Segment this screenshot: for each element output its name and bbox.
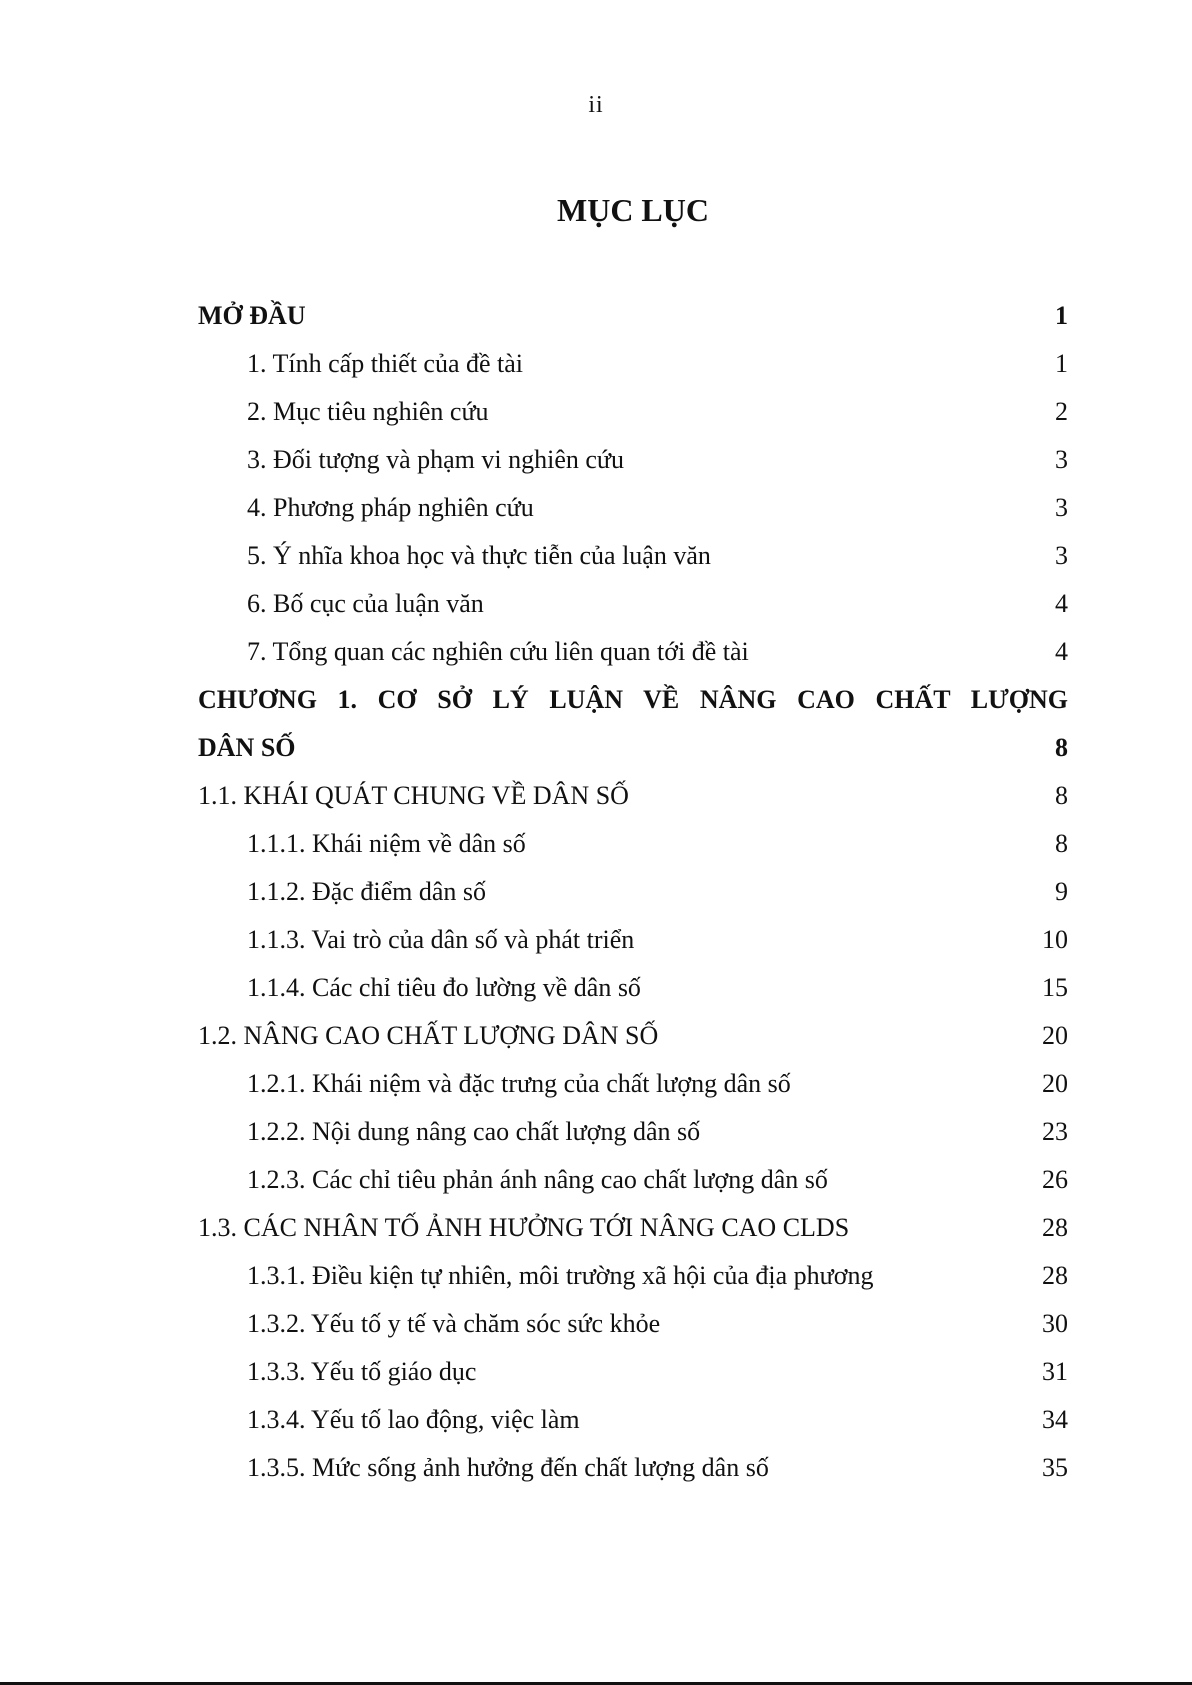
toc-entry[interactable] (198, 628, 1068, 676)
toc-entry-label: 1.3.4. Yếu tố lao động, việc làm (247, 1405, 580, 1434)
toc-entry[interactable] (198, 676, 1068, 724)
toc-entry-label: 1.3. CÁC NHÂN TỐ ẢNH HƯỞNG TỚI NÂNG CAO CLDS (198, 1213, 850, 1242)
toc-entry[interactable] (198, 964, 1068, 1012)
toc-entry-page: 20 (1042, 1069, 1068, 1098)
toc-entry-page: 15 (1042, 973, 1068, 1002)
toc-entry-label: 1.2.3. Các chỉ tiêu phản ánh nâng cao chất lượng dân số (247, 1165, 828, 1194)
toc-entry-page: 10 (1042, 925, 1068, 954)
toc-entry[interactable] (198, 1204, 1068, 1252)
toc-entry[interactable] (198, 916, 1068, 964)
toc-entry-page: 31 (1042, 1357, 1068, 1386)
toc-entry-label: 1.1.3. Vai trò của dân số và phát triển (247, 925, 635, 954)
toc-entry-label: CHƯƠNG 1. CƠ SỞ LÝ LUẬN VỀ NÂNG CAO CHẤT LƯỢNG (198, 685, 1068, 714)
toc-entry[interactable] (198, 1252, 1068, 1300)
toc-entry-label: 1. Tính cấp thiết của đề tài (247, 349, 524, 378)
toc-entry-label: 7. Tổng quan các nghiên cứu liên quan tới đề tài (247, 637, 749, 666)
toc-entry[interactable] (198, 292, 1068, 340)
toc-entry-page: 30 (1042, 1309, 1068, 1338)
toc-entry[interactable] (198, 1300, 1068, 1348)
toc-entry-label: 1.2. NÂNG CAO CHẤT LƯỢNG DÂN SỐ (198, 1021, 659, 1050)
toc-entry[interactable] (198, 340, 1068, 388)
toc-entry-page: 8 (1055, 781, 1068, 810)
toc-entry[interactable] (198, 1108, 1068, 1156)
toc-entry-label: 1.1.2. Đặc điểm dân số (247, 877, 487, 906)
toc-entry-page: 4 (1055, 589, 1068, 618)
toc-entry-page: 1 (1055, 301, 1068, 330)
toc-entry-page: 3 (1055, 541, 1068, 570)
table-of-contents (198, 292, 1068, 1492)
page-number: ii (588, 92, 604, 118)
toc-entry-label: DÂN SỐ (198, 733, 296, 762)
toc-entry-page: 35 (1042, 1453, 1068, 1482)
toc-entry-page: 3 (1055, 445, 1068, 474)
toc-entry[interactable] (198, 1396, 1068, 1444)
toc-entry-label: 1.1.1. Khái niệm về dân số (247, 829, 526, 858)
toc-entry-label: 1.2.1. Khái niệm và đặc trưng của chất lượng dân số (247, 1069, 791, 1098)
toc-entry[interactable] (198, 772, 1068, 820)
toc-entry-page: 20 (1042, 1021, 1068, 1050)
toc-entry-label: 1.3.1. Điều kiện tự nhiên, môi trường xã hội của địa phương (247, 1261, 874, 1290)
toc-entry[interactable] (198, 820, 1068, 868)
toc-entry[interactable] (198, 484, 1068, 532)
toc-entry[interactable] (198, 1012, 1068, 1060)
toc-entry-page: 2 (1055, 397, 1068, 426)
toc-entry-label: MỞ ĐẦU (198, 301, 306, 330)
toc-entry-label: 1.3.3. Yếu tố giáo dục (247, 1357, 477, 1386)
toc-entry[interactable] (198, 1060, 1068, 1108)
toc-entry-page: 8 (1055, 733, 1068, 762)
toc-entry[interactable] (198, 868, 1068, 916)
toc-entry[interactable] (198, 724, 1068, 772)
toc-entry-label: 1.3.2. Yếu tố y tế và chăm sóc sức khỏe (247, 1309, 661, 1338)
toc-entry-page: 9 (1055, 877, 1068, 906)
page-title: MỤC LỤC (557, 192, 709, 228)
toc-entry[interactable] (198, 1156, 1068, 1204)
toc-entry[interactable] (198, 580, 1068, 628)
toc-entry[interactable] (198, 1348, 1068, 1396)
toc-entry-page: 28 (1042, 1213, 1068, 1242)
toc-entry-page: 4 (1055, 637, 1068, 666)
toc-entry-label: 1.1.4. Các chỉ tiêu đo lường về dân số (247, 973, 641, 1002)
toc-entry-label: 1.2.2. Nội dung nâng cao chất lượng dân số (247, 1117, 701, 1146)
toc-entry-page: 8 (1055, 829, 1068, 858)
toc-entry[interactable] (198, 436, 1068, 484)
toc-entry-page: 1 (1055, 349, 1068, 378)
toc-entry-page: 34 (1042, 1405, 1068, 1434)
toc-entry-page: 23 (1042, 1117, 1068, 1146)
toc-entry[interactable] (198, 532, 1068, 580)
toc-entry-label: 1.3.5. Mức sống ảnh hưởng đến chất lượng dân số (247, 1453, 769, 1482)
toc-entry-page: 3 (1055, 493, 1068, 522)
toc-entry-label: 2. Mục tiêu nghiên cứu (247, 397, 489, 426)
toc-entry[interactable] (198, 1444, 1068, 1492)
toc-entry-label: 6. Bố cục của luận văn (247, 589, 484, 618)
toc-entry-page: 28 (1042, 1261, 1068, 1290)
toc-entry-page: 26 (1042, 1165, 1068, 1194)
toc-entry[interactable] (198, 388, 1068, 436)
toc-entry-label: 3. Đối tượng và phạm vi nghiên cứu (247, 445, 624, 474)
toc-entry-label: 1.1. KHÁI QUÁT CHUNG VỀ DÂN SỐ (198, 781, 629, 810)
toc-entry-label: 4. Phương pháp nghiên cứu (247, 493, 534, 522)
toc-entry-label: 5. Ý nhĩa khoa học và thực tiễn của luận văn (247, 541, 711, 570)
